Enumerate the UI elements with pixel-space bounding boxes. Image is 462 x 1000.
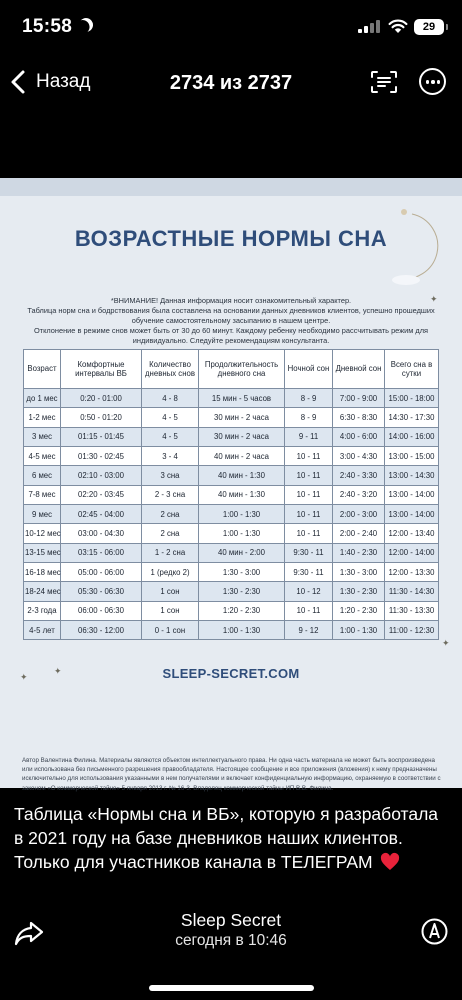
- header-cell: Продолжительность дневного сна: [199, 350, 285, 389]
- poster-title: ВОЗРАСТНЫЕ НОРМЫ СНА: [74, 226, 388, 251]
- table-cell: 10 - 12: [285, 582, 333, 601]
- table-cell: 10 - 11: [285, 601, 333, 620]
- table-cell: 2:00 - 2:40: [333, 524, 385, 543]
- table-row: [24, 447, 439, 466]
- header-cell: Комфортные интервалы ВБ: [61, 350, 142, 389]
- header-cell: Дневной сон: [333, 350, 385, 389]
- table-cell: 02:20 - 03:45: [61, 485, 142, 504]
- bottom-toolbar: [0, 906, 462, 976]
- table-cell: 1 сон: [142, 601, 199, 620]
- table-cell: 14:00 - 16:00: [385, 427, 439, 446]
- table-cell: 30 мин - 2 часа: [199, 427, 285, 446]
- table-cell: 1 сон: [142, 582, 199, 601]
- note-line: *ВНИМАНИЕ! Данная информация носит ознакомительный характер.: [110, 296, 352, 305]
- table-cell: 10 - 11: [285, 447, 333, 466]
- table-cell: 15 мин - 5 часов: [199, 389, 285, 408]
- table-row: [24, 485, 439, 504]
- table-cell: 12:00 - 13:40: [385, 524, 439, 543]
- table-row: [24, 389, 439, 408]
- table-cell: 9:30 - 11: [285, 563, 333, 582]
- header-cell: Ночной сон: [285, 350, 333, 389]
- caption-body: Таблица «Нормы сна и ВБ», которую я разработала в 2021 году на базе дневников наших клиентов. Только для участников канала в ТЕЛЕГРАМ: [14, 804, 439, 872]
- table-cell: 05:30 - 06:30: [61, 582, 142, 601]
- star-icon: ✦: [54, 666, 62, 676]
- table-cell: 06:00 - 06:30: [61, 601, 142, 620]
- table-cell: 02:45 - 04:00: [61, 505, 142, 524]
- battery-icon: 29: [414, 19, 444, 35]
- table-cell: 03:00 - 04:30: [61, 524, 142, 543]
- text-scan-icon[interactable]: [370, 70, 398, 94]
- table-cell: 05:00 - 06:00: [61, 563, 142, 582]
- table-cell: 1:30 - 3:00: [199, 563, 285, 582]
- table-cell: 12:00 - 14:00: [385, 543, 439, 562]
- table-cell: 1:20 - 2:30: [333, 601, 385, 620]
- crescent-moon-icon: [388, 208, 448, 288]
- table-row: [24, 563, 439, 582]
- table-cell: 11:30 - 14:30: [385, 582, 439, 601]
- table-cell: 4-5 лет: [24, 621, 61, 640]
- table-cell: 18-24 мес: [24, 582, 61, 601]
- table-cell: 30 мин - 2 часа: [199, 408, 285, 427]
- site-logo: SLEEP-SECRET.COM: [162, 666, 300, 681]
- sleep-norms-table: [23, 349, 439, 640]
- table-row: [24, 466, 439, 485]
- table-cell: 1:20 - 2:30: [199, 601, 285, 620]
- table-cell: 7-8 мес: [24, 485, 61, 504]
- table-row: [24, 408, 439, 427]
- table-cell: 10 - 11: [285, 505, 333, 524]
- table-cell: 01:30 - 02:45: [61, 447, 142, 466]
- table-cell: 0:20 - 01:00: [61, 389, 142, 408]
- table-cell: 8 - 9: [285, 408, 333, 427]
- table-cell: 15:00 - 18:00: [385, 389, 439, 408]
- table-cell: 1 (редко 2): [142, 563, 199, 582]
- table-cell: 2 сна: [142, 524, 199, 543]
- status-time: 15:58: [22, 16, 73, 37]
- table-cell: 9 мес: [24, 505, 61, 524]
- table-cell: 10 - 11: [285, 485, 333, 504]
- table-cell: 1:30 - 2:30: [199, 582, 285, 601]
- table-cell: 1:00 - 1:30: [333, 621, 385, 640]
- sent-time: сегодня в 10:46: [175, 932, 287, 949]
- table-cell: 13:00 - 14:00: [385, 505, 439, 524]
- table-cell: 10 - 11: [285, 466, 333, 485]
- sender-name: Sleep Secret: [180, 910, 282, 930]
- table-row: [24, 543, 439, 562]
- table-cell: 13:00 - 14:30: [385, 466, 439, 485]
- note-line: Отклонение в режиме снов может быть от 30 до 60 минут. Каждому ребенку необходимо рассчитывать режим для индивидуально. Следуйте рекомендациям консультанта.: [33, 326, 429, 345]
- table-row: [24, 582, 439, 601]
- table-cell: 2:40 - 3:20: [333, 485, 385, 504]
- table-cell: 06:30 - 12:00: [61, 621, 142, 640]
- table-cell: до 1 мес: [24, 389, 61, 408]
- table-cell: 2:00 - 3:00: [333, 505, 385, 524]
- header-cell: Возраст: [24, 350, 61, 389]
- copyright-notice: Автор Валентина Филина. Материалы являются объектом интеллектуального права. Ни одна часть материала не может быть воспроизведена или использована без письменного разрешения правообладателя. Настоящее сообщение и все приложения (вложения) к нему предназначены исключительно для использования указанными в нем получателями и включает конфиденциальную информацию, охраняемую в соответствии с законом «О коммерческой тайне» 5 января 2013 г. № 16-3. Владелец коммерческой тайны ИП В.В. Филина.: [22, 757, 441, 792]
- table-cell: 3 - 4: [142, 447, 199, 466]
- table-cell: 40 мин - 1:30: [199, 485, 285, 504]
- note-line: Таблица норм сна и бодрствования была составлена на основании данных дневников клиентов, успешно прошедших обучение самостоятельному засыпанию в нашем центре.: [27, 306, 435, 325]
- star-icon: ✦: [20, 672, 28, 682]
- nav-bar: [0, 58, 462, 104]
- table-cell: 9 - 12: [285, 621, 333, 640]
- markup-pen-icon[interactable]: [421, 918, 448, 945]
- table-cell: 9 - 11: [285, 427, 333, 446]
- table-cell: 4 - 8: [142, 389, 199, 408]
- heart-icon: [380, 853, 400, 871]
- table-cell: 11:30 - 13:30: [385, 601, 439, 620]
- wifi-icon: [388, 18, 408, 34]
- table-row: [24, 621, 439, 640]
- table-cell: 2 сна: [142, 505, 199, 524]
- table-cell: 14:30 - 17:30: [385, 408, 439, 427]
- table-cell: 2:40 - 3:30: [333, 466, 385, 485]
- back-label: Назад: [36, 71, 91, 92]
- table-cell: 12:00 - 13:30: [385, 563, 439, 582]
- status-bar: [0, 0, 462, 50]
- table-cell: 3:00 - 4:30: [333, 447, 385, 466]
- table-row: [24, 601, 439, 620]
- photo-caption: [0, 800, 462, 898]
- header-cell: Количество дневных снов: [142, 350, 199, 389]
- table-cell: 0:50 - 01:20: [61, 408, 142, 427]
- table-cell: 1 - 2 сна: [142, 543, 199, 562]
- table-cell: 6:30 - 8:30: [333, 408, 385, 427]
- table-cell: 13-15 мес: [24, 543, 61, 562]
- table-row: [24, 524, 439, 543]
- table-cell: 1:30 - 2:30: [333, 582, 385, 601]
- more-options-icon[interactable]: [419, 68, 446, 95]
- table-cell: 1:00 - 1:30: [199, 621, 285, 640]
- table-cell: 2 - 3 сна: [142, 485, 199, 504]
- star-icon: ✦: [430, 294, 438, 304]
- star-icon: ✦: [442, 638, 450, 648]
- home-indicator: [149, 985, 314, 991]
- table-cell: 02:10 - 03:00: [61, 466, 142, 485]
- table-cell: 03:15 - 06:00: [61, 543, 142, 562]
- header-cell: Всего сна в сутки: [385, 350, 439, 389]
- table-cell: 11:00 - 12:30: [385, 621, 439, 640]
- table-cell: 0 - 1 сон: [142, 621, 199, 640]
- table-cell: 1:00 - 1:30: [199, 505, 285, 524]
- table-cell: 16-18 мес: [24, 563, 61, 582]
- table-cell: 01:15 - 01:45: [61, 427, 142, 446]
- photo-counter: 2734 из 2737: [169, 72, 293, 94]
- table-cell: 40 мин - 1:30: [199, 466, 285, 485]
- table-cell: 9:30 - 11: [285, 543, 333, 562]
- table-cell: 2-3 года: [24, 601, 61, 620]
- table-row: [24, 427, 439, 446]
- table-cell: 13:00 - 14:00: [385, 485, 439, 504]
- table-cell: 10-12 мес: [24, 524, 61, 543]
- table-cell: 4-5 мес: [24, 447, 61, 466]
- table-cell: 1:00 - 1:30: [199, 524, 285, 543]
- table-cell: 1:30 - 3:00: [333, 563, 385, 582]
- table-cell: 7:00 - 9:00: [333, 389, 385, 408]
- table-cell: 40 мин - 2:00: [199, 543, 285, 562]
- table-cell: 1-2 мес: [24, 408, 61, 427]
- table-cell: 10 - 11: [285, 524, 333, 543]
- moon-icon: [76, 15, 95, 34]
- table-cell: 13:00 - 15:00: [385, 447, 439, 466]
- table-cell: 4 - 5: [142, 427, 199, 446]
- photo-top-strip: [0, 178, 462, 196]
- table-cell: 8 - 9: [285, 389, 333, 408]
- table-cell: 6 мес: [24, 466, 61, 485]
- photo-viewer[interactable]: [0, 178, 462, 792]
- table-cell: 4:00 - 6:00: [333, 427, 385, 446]
- table-cell: 1:40 - 2:30: [333, 543, 385, 562]
- table-header-row: [24, 350, 439, 389]
- table-cell: 40 мин - 2 часа: [199, 447, 285, 466]
- table-cell: 3 сна: [142, 466, 199, 485]
- table-cell: 4 - 5: [142, 408, 199, 427]
- table-cell: 3 мес: [24, 427, 61, 446]
- table-row: [24, 505, 439, 524]
- cellular-signal-icon: [358, 20, 380, 33]
- caption-text: [14, 802, 448, 874]
- poster-notes: [16, 296, 446, 346]
